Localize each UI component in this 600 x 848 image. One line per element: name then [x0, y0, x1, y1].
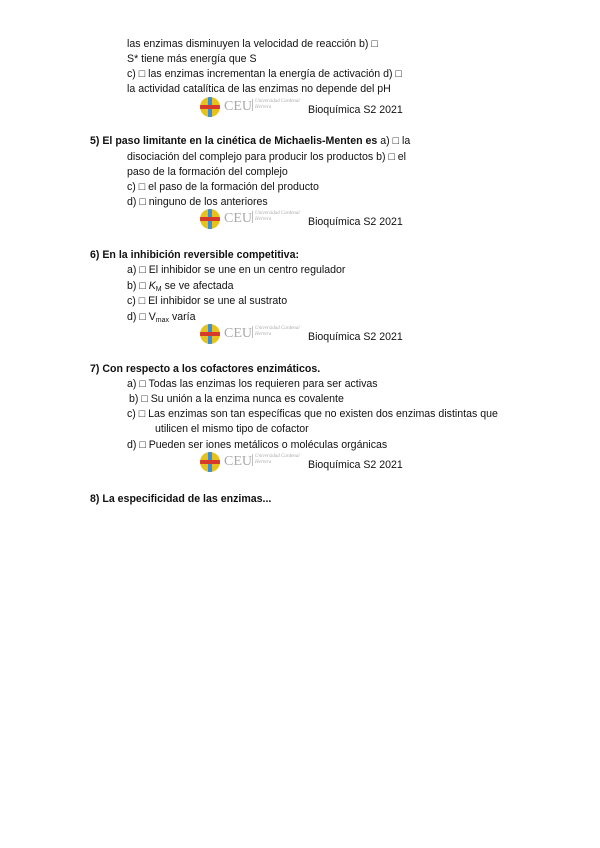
q7-option-c: c) □ Las enzimas son tan específicas que no existen dos enzimas distintas que: [127, 408, 498, 420]
q5-option-d: d) □ ninguno de los anteriores: [127, 196, 268, 208]
page-footer: [200, 209, 420, 229]
university-name: Universidad Cardenal Herrera: [252, 211, 303, 223]
q4-line: la actividad catalítica de las enzimas no depende del pH: [127, 83, 391, 95]
q7-option-a: a) □ Todas las enzimas los requieren para ser activas: [127, 378, 378, 390]
q8-title: 8) La especificidad de las enzimas...: [90, 493, 272, 505]
q5-line: paso de la formación del complejo: [127, 166, 288, 178]
q4-line: S* tiene más energía que S: [127, 53, 257, 65]
q7-option-d: d) □ Pueden ser iones metálicos o moléculas orgánicas: [127, 439, 388, 451]
ceu-logo-text: CEU: [224, 211, 252, 226]
course-label: Bioquímica S2 2021: [308, 331, 403, 343]
course-label: Bioquímica S2 2021: [308, 216, 403, 228]
ceu-logo-icon: [200, 209, 220, 229]
q6-option-c: c) □ El inhibidor se une al sustrato: [127, 295, 288, 307]
course-label: Bioquímica S2 2021: [308, 104, 403, 116]
q6-option-a: a) □ El inhibidor se une en un centro regulador: [127, 264, 346, 276]
q7-title: 7) Con respecto a los cofactores enzimáticos.: [90, 363, 321, 375]
q5-title: 5) El paso limitante en la cinética de Michaelis-Menten es a) □ la: [90, 135, 411, 147]
ceu-logo-text: CEU: [224, 99, 252, 114]
page-footer: [200, 324, 420, 344]
page-footer: [200, 97, 420, 117]
q6-option-d: d) □ $V_{max}$ varía: [127, 311, 196, 324]
university-name: Universidad Cardenal Herrera: [252, 99, 303, 111]
q5-line: disociación del complejo para producir los productos b) □ el: [127, 151, 407, 163]
ceu-logo-icon: [200, 97, 220, 117]
q6-option-b: b) □ $K_M$ se ve afectada: [127, 280, 234, 293]
q4-line: c) □ las enzimas incrementan la energía de activación d) □: [127, 68, 402, 80]
ceu-logo-text: CEU: [224, 454, 252, 469]
course-label: Bioquímica S2 2021: [308, 459, 403, 471]
ceu-logo-icon: [200, 324, 220, 344]
university-name: Universidad Cardenal Herrera: [252, 326, 303, 338]
q7-option-b: b) □ Su unión a la enzima nunca es covalente: [129, 393, 344, 405]
q5-option-c: c) □ el paso de la formación del producto: [127, 181, 319, 193]
q7-option-c-cont: utilicen el mismo tipo de cofactor: [155, 423, 309, 435]
university-name: Universidad Cardenal Herrera: [252, 454, 303, 466]
q6-title: 6) En la inhibición reversible competitiva:: [90, 249, 299, 261]
ceu-logo-icon: [200, 452, 220, 472]
page-footer: [200, 452, 420, 472]
ceu-logo-text: CEU: [224, 326, 252, 341]
q4-line: las enzimas disminuyen la velocidad de reacción b) □: [127, 38, 378, 50]
